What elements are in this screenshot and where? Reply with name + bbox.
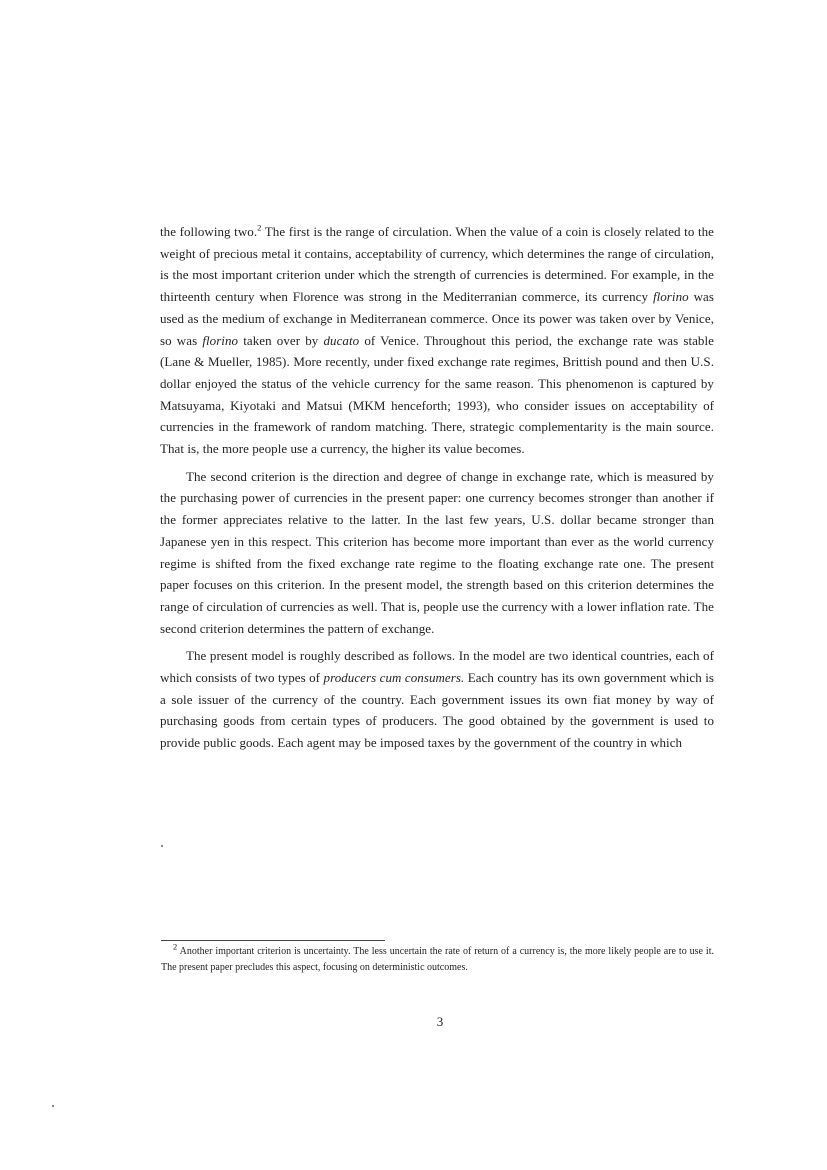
- text-segment: was used as the medium of exchange in Mediterranean commerce. Once its power was taken over by Venice, so was: [160, 289, 714, 348]
- text-segment: of Venice. Throughout this period, the exchange rate was stable (Lane & Mueller, 1985). More recently, under fixed exchange rate regimes, Brittish pound and then U.S. dollar enjoyed the status of the vehicle currency for the same reason. This phenomenon is captured by Matsuyama, Kiyotaki and Matsui (MKM henceforth; 1993), who consider issues on acceptability of currencies in the framework of random matching. There, strategic complementarity is the main source. That is, the more people use a currency, the higher its value becomes.: [160, 332, 714, 457]
- body-text: [160, 221, 714, 760]
- italic-term: florino: [202, 332, 239, 348]
- text-segment: The second criterion is the direction and degree of change in exchange rate, which is measured by the purchasing power of currencies in the present paper: one currency becomes stronger than another if the former appreciates relative to the latter. In the last few years, U.S. dollar became stronger than Japanese yen in this respect. This criterion has become more important than ever as the world currency regime is shifted from the fixed exchange rate regime to the floating exchange rate one. The present paper focuses on this criterion. In the present model, the strength based on this criterion determines the range of circulation of currencies as well. That is, people use the currency with a lower inflation rate. The second criterion determines the pattern of exchange.: [160, 468, 715, 636]
- italic-term: ducato: [323, 332, 360, 348]
- paragraph-p2: [160, 466, 714, 640]
- text-segment: The first is the range of circulation. When the value of a coin is closely related to the weight of precious metal it contains, acceptability of currency, which determines the range of circulation, is the most important criterion under which the strength of currencies is determined. For example, in the thirteenth century when Florence was strong in the Mediterranian commerce, its currency: [160, 224, 714, 305]
- footnote-separator: [161, 940, 385, 941]
- footnote: [161, 941, 714, 975]
- footnote-ref: 2: [257, 222, 262, 233]
- scan-speck: [161, 845, 163, 847]
- footnote-mark: 2: [173, 941, 178, 952]
- page-number: 3: [436, 1014, 444, 1029]
- italic-term: producers cum consumers.: [323, 670, 465, 686]
- paragraph-p1: [160, 221, 714, 460]
- italic-term: florino: [652, 289, 689, 305]
- text-segment: taken over by: [238, 332, 324, 348]
- text-segment: The present model is roughly described as follows. In the model are two identical countries, each of which consists of two types of: [160, 648, 714, 686]
- text-segment: the following two.: [160, 224, 258, 239]
- footnote-text: Another important criterion is uncertainty. The less uncertain the rate of return of a currency is, the more likely people are to use it. The present paper precludes this aspect, focusing on deterministic outcomes.: [161, 946, 714, 973]
- text-segment: Each country has its own government which is a sole issuer of the currency of the country. Each government issues its own fiat money by way of purchasing goods from certain types of producers. The good obtained by the government is used to provide public goods. Each agent may be imposed taxes by the government of the country in which: [160, 670, 714, 751]
- paragraph-p3: [160, 645, 714, 754]
- scan-speck: [52, 1105, 54, 1107]
